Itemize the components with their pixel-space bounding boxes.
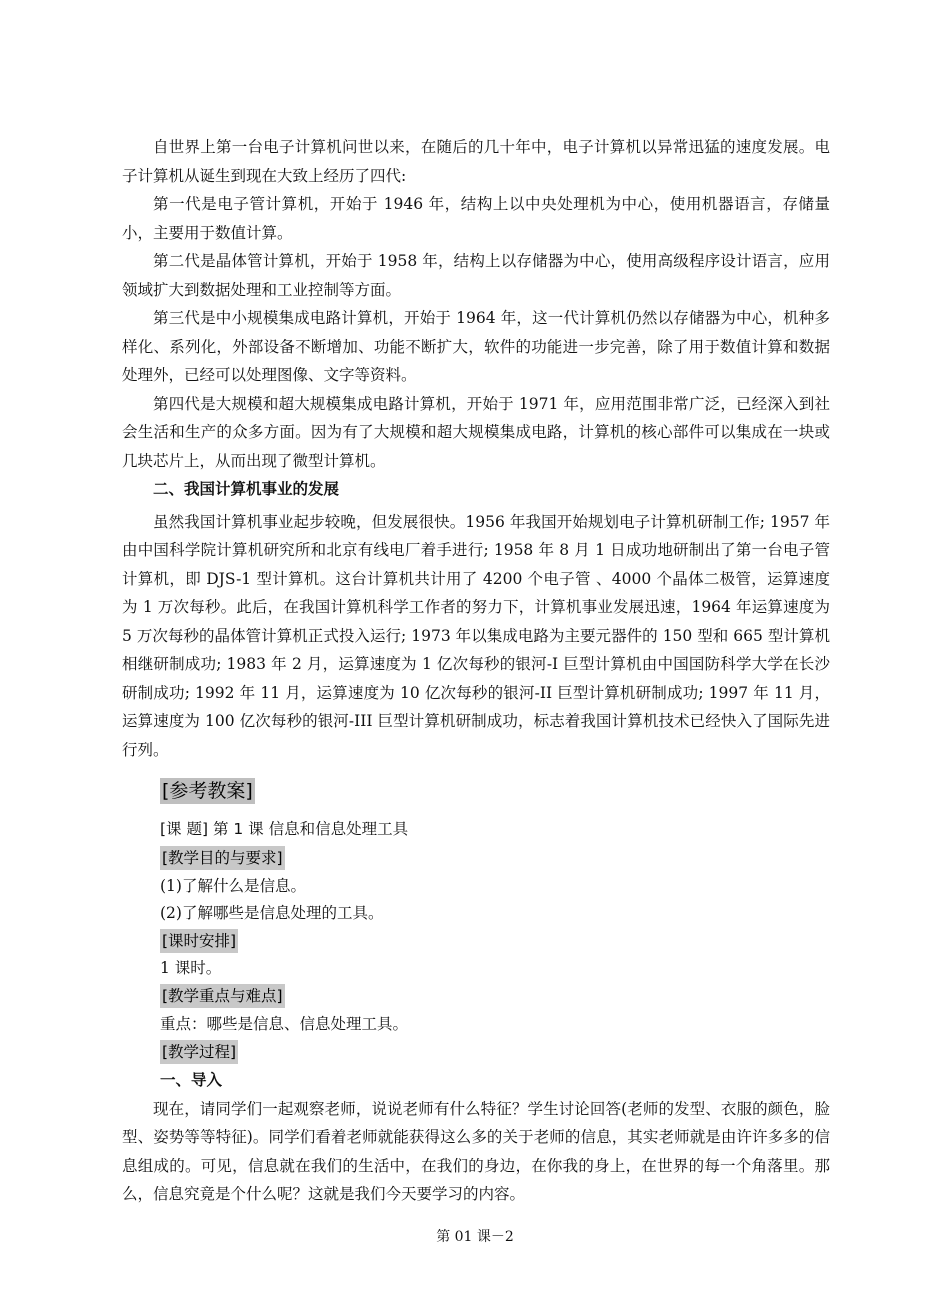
reference-plan-badge: [参考教案] bbox=[162, 780, 253, 802]
focus-value: 重点：哪些是信息、信息处理工具。 bbox=[160, 1014, 409, 1033]
goal-item: (1)了解什么是信息。 bbox=[160, 876, 306, 895]
china-history-paragraph: 虽然我国计算机事业起步较晚，但发展很快。1956 年我国开始规划电子计算机研制工作; 1957 年由中国科学院计算机研究所和北京有线电厂着手进行; 1958 年 8 月 1 日成功地研制出了第一台电子管计算机，即 DJS-1 型计算机。这台计算机共计用了 4200 个电子管 、4000 个晶体二极管，运算速度为 1 万次每秒。此后，在我国计算机科学工作者的努力下，计算机事业发展迅速，1964 年运算速度为 5 万次每秒的晶体管计算机正式投入运行; 1973 年以集成电路为主要元器件的 150 型和 665 型计算机相继研制成功; 1983 年 2 月，运算速度为 1 亿次每秒的银河-I 巨型计算机由中国国防科学大学在长沙研制成功; 1992 年 11 月，运算速度为 10 亿次每秒的银河-II 巨型计算机研制成功; 1997 年 11 月，运算速度为 100 亿次每秒的银河-III 巨型计算机研制成功，标志着我国计算机技术已经快入了国际先进行列。 bbox=[122, 512, 830, 759]
goals-label: [教学目的与要求] bbox=[160, 846, 285, 870]
generation-3-paragraph: 第三代是中小规模集成电路计算机，开始于 1964 年，这一代计算机仍然以存储器为中心，机种多样化、系列化，外部设备不断增加、功能不断扩大，软件的功能进一步完善，除了用于数值计算和数据处理外，已经可以处理图像、文字等资料。 bbox=[122, 309, 830, 384]
goal-item: (2)了解哪些是信息处理的工具。 bbox=[160, 903, 384, 922]
lesson-title: [课 题] 第 1 课 信息和信息处理工具 bbox=[160, 820, 409, 838]
page-footer: 第 01 课－2 bbox=[436, 1229, 514, 1245]
focus-label: [教学重点与难点] bbox=[160, 984, 285, 1008]
document-body bbox=[122, 133, 830, 1209]
schedule-label: [课时安排] bbox=[160, 929, 238, 953]
lesson-plan bbox=[160, 778, 830, 1066]
generation-1-paragraph: 第一代是电子管计算机，开始于 1946 年，结构上以中央处理机为中心，使用机器语言，存储量小，主要用于数值计算。 bbox=[122, 195, 830, 242]
generation-2-paragraph: 第二代是晶体管计算机，开始于 1958 年，结构上以存储器为中心，使用高级程序设计语言，应用领域扩大到数据处理和工业控制等方面。 bbox=[122, 252, 830, 299]
schedule-value: 1 课时。 bbox=[160, 959, 222, 977]
generation-4-paragraph: 第四代是大规模和超大规模集成电路计算机，开始于 1971 年，应用范围非常广泛，已经深入到社会生活和生产的众多方面。因为有了大规模和超大规模集成电路，计算机的核心部件可以集成在一块或几块芯片上，从而出现了微型计算机。 bbox=[122, 394, 830, 470]
intro-step-paragraph: 现在，请同学们一起观察老师，说说老师有什么特征？学生讨论回答(老师的发型、衣服的颜色，脸型、姿势等等特征)。同学们看着老师就能获得这么多的关于老师的信息，其实老师就是由许许多多的信息组成的。可见，信息就在我们的生活中，在我们的身边，在你我的身上，在世界的每一个角落里。那么，信息究竟是个什么呢？这就是我们今天要学习的内容。 bbox=[122, 1099, 830, 1203]
process-label: [教学过程] bbox=[160, 1040, 238, 1064]
section-heading: 二、我国计算机事业的发展 bbox=[153, 480, 340, 498]
intro-step-heading: 一、导入 bbox=[160, 1071, 223, 1089]
intro-paragraph: 自世界上第一台电子计算机问世以来，在随后的几十年中，电子计算机以异常迅猛的速度发展。电子计算机从诞生到现在大致上经历了四代: bbox=[122, 138, 830, 185]
